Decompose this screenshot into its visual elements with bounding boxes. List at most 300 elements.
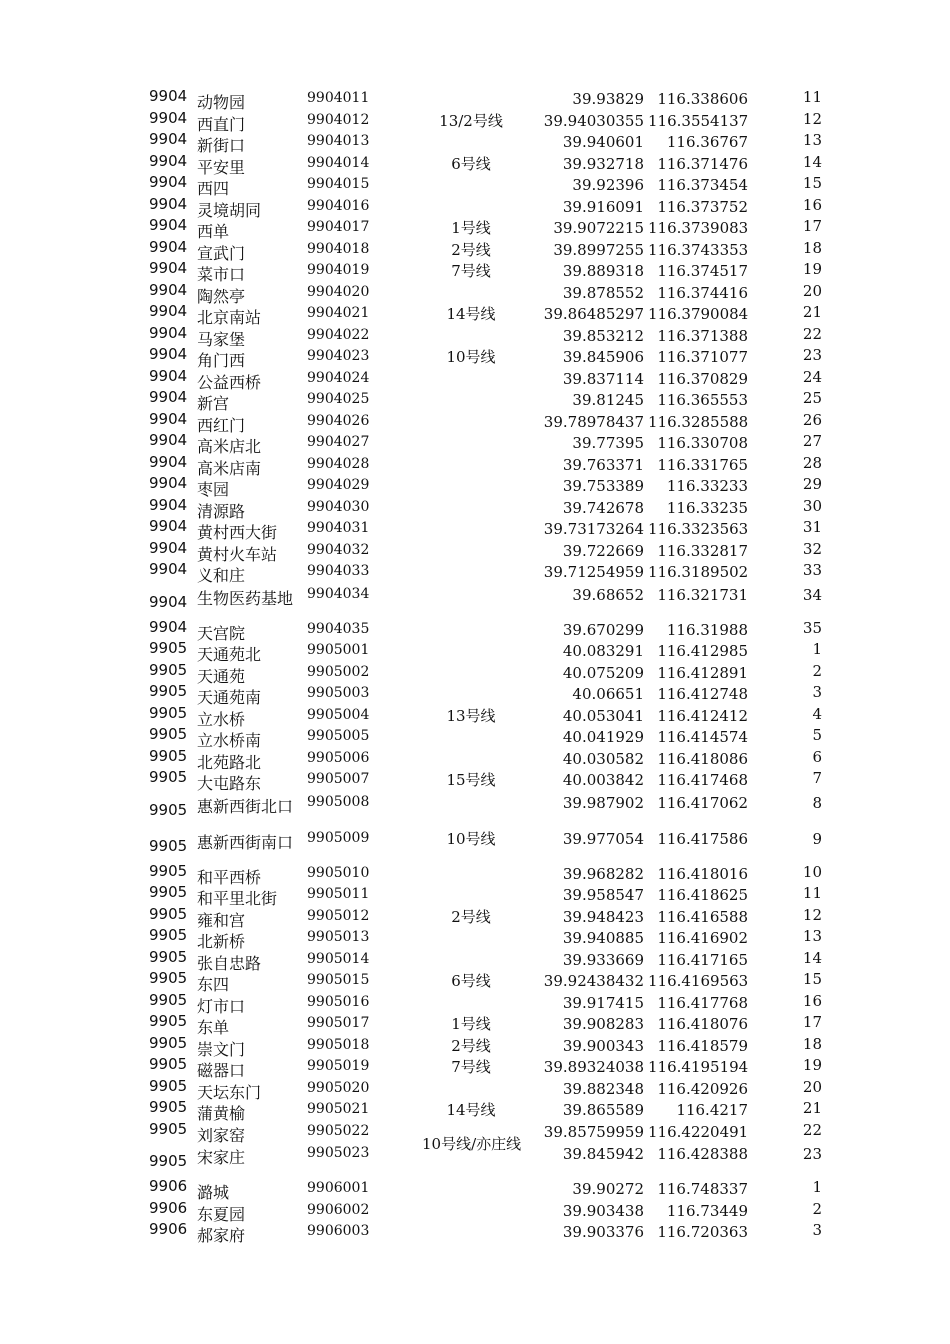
transfer-lines: 6号线 xyxy=(451,154,491,173)
station-name: 生物医药基地 xyxy=(197,588,294,608)
sequence-number: 6 xyxy=(812,747,822,766)
longitude: 116.418076 xyxy=(657,1015,748,1033)
line-id: 9905 xyxy=(149,904,188,923)
transfer-lines: 1号线 xyxy=(451,219,491,237)
latitude: 39.86485297 xyxy=(543,305,644,323)
latitude: 39.940885 xyxy=(562,929,644,947)
line-id: 9904 xyxy=(149,617,188,636)
latitude: 39.958547 xyxy=(562,886,644,904)
latitude: 39.78978437 xyxy=(543,412,644,431)
table-row xyxy=(0,538,950,564)
table-row xyxy=(0,345,950,370)
station-code: 9905005 xyxy=(307,728,370,744)
station-code: 9905003 xyxy=(307,685,370,701)
station-name: 崇文门 xyxy=(197,1039,246,1059)
latitude: 40.003842 xyxy=(562,771,644,789)
station-name: 潞城 xyxy=(197,1183,230,1202)
station-name: 公益西桥 xyxy=(197,372,262,392)
line-id: 9904 xyxy=(149,259,188,277)
station-name: 刘家窑 xyxy=(197,1125,246,1145)
sequence-number: 16 xyxy=(802,991,822,1010)
table-row xyxy=(0,1076,950,1102)
line-id: 9906 xyxy=(149,1198,188,1217)
station-code: 9905015 xyxy=(307,972,370,988)
station-code: 9905014 xyxy=(307,950,370,967)
longitude: 116.374416 xyxy=(657,283,748,302)
station-name: 西四 xyxy=(197,179,230,198)
longitude: 116.412985 xyxy=(657,642,748,660)
station-name: 和平西桥 xyxy=(197,867,262,887)
transfer-lines: 7号线 xyxy=(451,1058,491,1076)
line-id: 9905 xyxy=(149,1012,188,1030)
latitude: 39.932718 xyxy=(562,154,644,173)
station-code: 9905017 xyxy=(307,1015,370,1031)
latitude: 39.837114 xyxy=(562,369,644,388)
table-row xyxy=(0,725,950,750)
sequence-number: 18 xyxy=(802,238,822,257)
table-row xyxy=(0,259,950,284)
station-code: 9906003 xyxy=(307,1223,370,1239)
table-row xyxy=(0,582,950,618)
line-id: 9904 xyxy=(149,560,188,578)
station-name: 马家堡 xyxy=(197,329,246,349)
sequence-number: 9 xyxy=(812,829,822,848)
line-id: 9904 xyxy=(149,237,188,256)
latitude: 39.903438 xyxy=(562,1201,644,1220)
station-name: 天通苑南 xyxy=(197,688,262,707)
latitude: 39.93829 xyxy=(572,90,644,108)
station-code: 9905006 xyxy=(307,749,370,766)
table-row xyxy=(0,1177,950,1202)
longitude: 116.3189502 xyxy=(648,563,749,581)
sequence-number: 31 xyxy=(802,518,822,536)
longitude: 116.331765 xyxy=(657,455,748,474)
latitude: 39.89324038 xyxy=(543,1058,644,1076)
latitude: 39.85759959 xyxy=(543,1122,644,1141)
station-name: 惠新西街北口 xyxy=(197,796,294,816)
sequence-number: 15 xyxy=(802,970,822,988)
line-id: 9905 xyxy=(149,639,188,657)
longitude: 116.73449 xyxy=(666,1201,748,1220)
latitude: 39.81245 xyxy=(572,391,644,409)
sequence-number: 1 xyxy=(812,1178,822,1196)
station-name: 灵境胡同 xyxy=(197,200,262,220)
table-row xyxy=(0,768,950,793)
station-name: 北新桥 xyxy=(197,932,246,951)
longitude: 116.371077 xyxy=(657,348,748,366)
station-name: 高米店南 xyxy=(197,458,262,478)
transfer-lines: 2号线 xyxy=(451,1036,491,1055)
station-code: 9904014 xyxy=(307,154,370,171)
line-id: 9904 xyxy=(149,431,188,449)
latitude: 39.71254959 xyxy=(543,563,644,581)
line-id: 9904 xyxy=(149,495,188,514)
station-code: 9904031 xyxy=(307,520,370,536)
transfer-lines: 14号线 xyxy=(446,1101,496,1119)
station-name: 东单 xyxy=(197,1018,230,1037)
line-id: 9904 xyxy=(149,151,188,170)
table-row xyxy=(0,947,950,973)
sequence-number: 7 xyxy=(812,769,822,787)
station-code: 9904033 xyxy=(307,563,370,579)
latitude: 39.889318 xyxy=(562,262,644,280)
latitude: 39.845906 xyxy=(562,348,644,366)
station-name: 磁器口 xyxy=(197,1061,246,1080)
station-name: 黄村西大街 xyxy=(197,523,278,542)
table-row xyxy=(0,560,950,585)
sequence-number: 13 xyxy=(802,927,822,945)
latitude: 39.73173264 xyxy=(543,520,644,538)
longitude: 116.417586 xyxy=(657,829,748,848)
longitude: 116.418016 xyxy=(657,864,748,883)
line-id: 9904 xyxy=(149,345,188,363)
station-code: 9905004 xyxy=(307,706,370,723)
latitude: 39.968282 xyxy=(562,864,644,883)
table-row xyxy=(0,517,950,542)
table-row xyxy=(0,1198,950,1224)
sequence-number: 1 xyxy=(812,640,822,658)
sequence-number: 4 xyxy=(812,704,822,723)
station-name: 高米店北 xyxy=(197,437,262,456)
line-id: 9905 xyxy=(149,768,188,786)
station-name: 清源路 xyxy=(197,501,246,521)
sequence-number: 30 xyxy=(802,496,822,515)
longitude: 116.417165 xyxy=(657,950,748,969)
station-name: 天坛东门 xyxy=(197,1082,262,1102)
station-name: 惠新西街南口 xyxy=(197,832,294,852)
transfer-lines: 10号线 xyxy=(446,348,496,366)
line-id: 9905 xyxy=(149,883,188,901)
line-id: 9905 xyxy=(149,703,188,722)
table-row xyxy=(0,87,950,112)
station-code: 9905016 xyxy=(307,993,370,1010)
longitude: 116.748337 xyxy=(657,1180,748,1198)
station-name: 动物园 xyxy=(197,93,246,112)
transfer-lines: 15号线 xyxy=(446,771,496,789)
line-id: 9904 xyxy=(149,130,188,148)
latitude: 39.933669 xyxy=(562,950,644,969)
longitude: 116.370829 xyxy=(657,369,748,388)
transfer-lines: 7号线 xyxy=(451,262,491,280)
station-name: 角门西 xyxy=(197,351,246,370)
sequence-number: 23 xyxy=(802,346,822,364)
station-name: 东四 xyxy=(197,975,230,994)
table-row xyxy=(0,237,950,263)
sequence-number: 2 xyxy=(812,661,822,680)
station-code: 9904013 xyxy=(307,133,370,149)
sequence-number: 5 xyxy=(812,726,822,744)
station-code: 9904035 xyxy=(307,620,370,637)
longitude: 116.4195194 xyxy=(648,1058,749,1076)
line-id: 9904 xyxy=(149,409,188,428)
station-name: 平安里 xyxy=(197,157,246,177)
line-id: 9905 xyxy=(149,926,188,944)
station-name: 北苑路北 xyxy=(197,752,262,772)
longitude: 116.3285588 xyxy=(648,412,749,431)
station-name: 西直门 xyxy=(197,114,246,134)
station-name: 新街口 xyxy=(197,136,246,155)
longitude: 116.417768 xyxy=(657,993,748,1012)
table-row xyxy=(0,108,950,134)
line-id: 9904 xyxy=(149,173,188,191)
transfer-lines: 6号线 xyxy=(451,972,491,990)
line-id: 9905 xyxy=(149,1055,188,1073)
sequence-number: 12 xyxy=(802,109,822,128)
station-code: 9905008 xyxy=(307,793,370,810)
latitude: 40.030582 xyxy=(562,749,644,768)
latitude: 39.8997255 xyxy=(553,240,644,259)
line-id: 9904 xyxy=(149,388,188,406)
table-row xyxy=(0,703,950,729)
station-code: 9904020 xyxy=(307,283,370,300)
sequence-number: 32 xyxy=(802,539,822,558)
station-code: 9904023 xyxy=(307,348,370,364)
station-name: 西单 xyxy=(197,222,230,241)
station-name: 和平里北街 xyxy=(197,889,278,908)
transfer-lines: 13/2号线 xyxy=(439,111,503,130)
latitude: 39.9072215 xyxy=(553,219,644,237)
latitude: 39.845942 xyxy=(562,1145,644,1163)
longitude: 116.3743353 xyxy=(648,240,749,259)
line-id: 9906 xyxy=(149,1220,188,1238)
line-id: 9905 xyxy=(149,969,188,987)
latitude: 39.900343 xyxy=(562,1036,644,1055)
sequence-number: 3 xyxy=(812,683,822,701)
station-code: 9904021 xyxy=(307,305,370,321)
table-row xyxy=(0,173,950,198)
line-id: 9904 xyxy=(149,280,188,299)
station-code: 9905001 xyxy=(307,642,370,658)
station-name: 郝家府 xyxy=(197,1226,246,1245)
table-row xyxy=(0,216,950,241)
sequence-number: 11 xyxy=(802,88,822,106)
sequence-number: 24 xyxy=(802,367,822,386)
longitude: 116.373752 xyxy=(657,197,748,216)
latitude: 39.917415 xyxy=(562,993,644,1012)
longitude: 116.4169563 xyxy=(648,972,749,990)
sequence-number: 20 xyxy=(802,1077,822,1096)
table-row xyxy=(0,617,950,643)
table-row xyxy=(0,1055,950,1080)
station-table xyxy=(0,87,950,1245)
longitude: 116.4217 xyxy=(676,1101,748,1119)
sequence-number: 23 xyxy=(802,1145,822,1163)
table-row xyxy=(0,452,950,478)
longitude: 116.418086 xyxy=(657,749,748,768)
latitude: 39.908283 xyxy=(562,1015,644,1033)
station-name: 黄村火车站 xyxy=(197,544,278,564)
longitude: 116.371476 xyxy=(657,154,748,173)
longitude: 116.420926 xyxy=(657,1079,748,1098)
sequence-number: 17 xyxy=(802,1013,822,1031)
station-name: 义和庄 xyxy=(197,566,246,585)
latitude: 39.903376 xyxy=(562,1223,644,1241)
station-code: 9904017 xyxy=(307,219,370,235)
table-row xyxy=(0,1098,950,1123)
longitude: 116.36767 xyxy=(666,133,748,151)
longitude: 116.412891 xyxy=(657,663,748,682)
table-row xyxy=(0,280,950,306)
station-name: 灯市口 xyxy=(197,996,246,1016)
station-code: 9904026 xyxy=(307,412,370,429)
station-code: 9904025 xyxy=(307,391,370,407)
table-row xyxy=(0,790,950,826)
table-row xyxy=(0,926,950,951)
sequence-number: 19 xyxy=(802,260,822,278)
transfer-lines: 14号线 xyxy=(446,305,496,323)
longitude: 116.3323563 xyxy=(648,520,749,538)
longitude: 116.417062 xyxy=(657,793,748,812)
station-code: 9905021 xyxy=(307,1101,370,1117)
sequence-number: 13 xyxy=(802,131,822,149)
latitude: 39.948423 xyxy=(562,907,644,926)
station-name: 新宫 xyxy=(197,394,230,413)
latitude: 39.853212 xyxy=(562,326,644,345)
longitude: 116.330708 xyxy=(657,434,748,452)
station-code: 9905009 xyxy=(307,829,370,846)
line-id: 9904 xyxy=(149,108,188,127)
latitude: 39.865589 xyxy=(562,1101,644,1119)
sequence-number: 22 xyxy=(802,324,822,343)
line-id: 9905 xyxy=(149,725,188,743)
table-row xyxy=(0,474,950,499)
table-row xyxy=(0,409,950,435)
sequence-number: 34 xyxy=(802,585,822,604)
longitude: 116.417468 xyxy=(657,771,748,789)
sequence-number: 19 xyxy=(802,1056,822,1074)
table-row xyxy=(0,151,950,177)
station-code: 9904032 xyxy=(307,541,370,558)
sequence-number: 2 xyxy=(812,1199,822,1218)
table-row xyxy=(0,1033,950,1059)
line-id: 9904 xyxy=(149,216,188,234)
latitude: 39.92396 xyxy=(572,176,644,194)
latitude: 40.083291 xyxy=(562,642,644,660)
table-row xyxy=(0,194,950,220)
station-name: 天通苑北 xyxy=(197,645,262,664)
station-name: 大屯路东 xyxy=(197,774,262,793)
table-row xyxy=(0,861,950,887)
station-name: 雍和宫 xyxy=(197,910,246,930)
sequence-number: 25 xyxy=(802,389,822,407)
station-name: 立水桥南 xyxy=(197,731,262,750)
sequence-number: 15 xyxy=(802,174,822,192)
sequence-number: 14 xyxy=(802,152,822,171)
transfer-lines: 2号线 xyxy=(451,907,491,926)
station-code: 9904024 xyxy=(307,369,370,386)
line-id: 9904 xyxy=(149,474,188,492)
sequence-number: 18 xyxy=(802,1034,822,1053)
transfer-lines: 1号线 xyxy=(451,1015,491,1033)
latitude: 39.670299 xyxy=(562,620,644,639)
table-row xyxy=(0,639,950,664)
latitude: 39.763371 xyxy=(562,455,644,474)
table-row xyxy=(0,826,950,862)
station-code: 9905007 xyxy=(307,771,370,787)
longitude: 116.33235 xyxy=(666,498,748,517)
latitude: 39.77395 xyxy=(572,434,644,452)
table-row xyxy=(0,660,950,686)
line-id: 9905 xyxy=(149,1076,188,1095)
sequence-number: 10 xyxy=(802,862,822,881)
station-code: 9905011 xyxy=(307,886,370,902)
table-row xyxy=(0,1012,950,1037)
longitude: 116.720363 xyxy=(657,1223,748,1241)
latitude: 39.878552 xyxy=(562,283,644,302)
station-code: 9904012 xyxy=(307,111,370,128)
station-code: 9904022 xyxy=(307,326,370,343)
station-name: 枣园 xyxy=(197,480,230,499)
line-id: 9905 xyxy=(149,1119,188,1138)
latitude: 40.06651 xyxy=(572,685,644,703)
station-code: 9904028 xyxy=(307,455,370,472)
latitude: 39.68652 xyxy=(572,585,644,604)
longitude: 116.3739083 xyxy=(648,219,749,237)
longitude: 116.3554137 xyxy=(648,111,749,130)
longitude: 116.3790084 xyxy=(648,305,749,323)
latitude: 39.742678 xyxy=(562,498,644,517)
line-id: 9904 xyxy=(149,538,188,557)
line-id: 9906 xyxy=(149,1177,188,1195)
line-id: 9904 xyxy=(149,517,188,535)
table-row xyxy=(0,682,950,707)
latitude: 40.053041 xyxy=(562,706,644,725)
station-code: 9904034 xyxy=(307,585,370,602)
station-code: 9905022 xyxy=(307,1122,370,1139)
longitude: 116.418579 xyxy=(657,1036,748,1055)
line-id: 9905 xyxy=(149,800,188,819)
station-code: 9906002 xyxy=(307,1201,370,1218)
station-name: 宋家庄 xyxy=(197,1148,246,1167)
longitude: 116.418625 xyxy=(657,886,748,904)
sequence-number: 27 xyxy=(802,432,822,450)
sequence-number: 29 xyxy=(802,475,822,493)
sequence-number: 8 xyxy=(812,793,822,812)
line-id: 9905 xyxy=(149,947,188,966)
latitude: 40.041929 xyxy=(562,728,644,746)
station-code: 9905019 xyxy=(307,1058,370,1074)
longitude: 116.321731 xyxy=(657,585,748,604)
longitude: 116.374517 xyxy=(657,262,748,280)
line-id: 9904 xyxy=(149,592,188,611)
sequence-number: 21 xyxy=(802,1099,822,1117)
transfer-lines: 2号线 xyxy=(451,240,491,259)
table-row xyxy=(0,388,950,413)
station-code: 9904030 xyxy=(307,498,370,515)
transfer-lines: 13号线 xyxy=(446,706,496,725)
station-code: 9906001 xyxy=(307,1180,370,1196)
transfer-lines: 10号线/亦庄线 xyxy=(422,1135,522,1153)
station-code: 9905002 xyxy=(307,663,370,680)
line-id: 9905 xyxy=(149,660,188,679)
station-name: 陶然亭 xyxy=(197,286,246,306)
table-row xyxy=(0,495,950,521)
table-row xyxy=(0,1220,950,1245)
latitude: 39.977054 xyxy=(562,829,644,848)
line-id: 9904 xyxy=(149,366,188,385)
sequence-number: 26 xyxy=(802,410,822,429)
longitude: 116.365553 xyxy=(657,391,748,409)
station-code: 9904027 xyxy=(307,434,370,450)
latitude: 39.916091 xyxy=(562,197,644,216)
station-name: 天宫院 xyxy=(197,623,246,643)
station-name: 北京南站 xyxy=(197,308,262,327)
line-id: 9905 xyxy=(149,1152,188,1170)
longitude: 116.33233 xyxy=(666,477,748,495)
line-id: 9904 xyxy=(149,194,188,213)
station-code: 9904016 xyxy=(307,197,370,214)
sequence-number: 28 xyxy=(802,453,822,472)
